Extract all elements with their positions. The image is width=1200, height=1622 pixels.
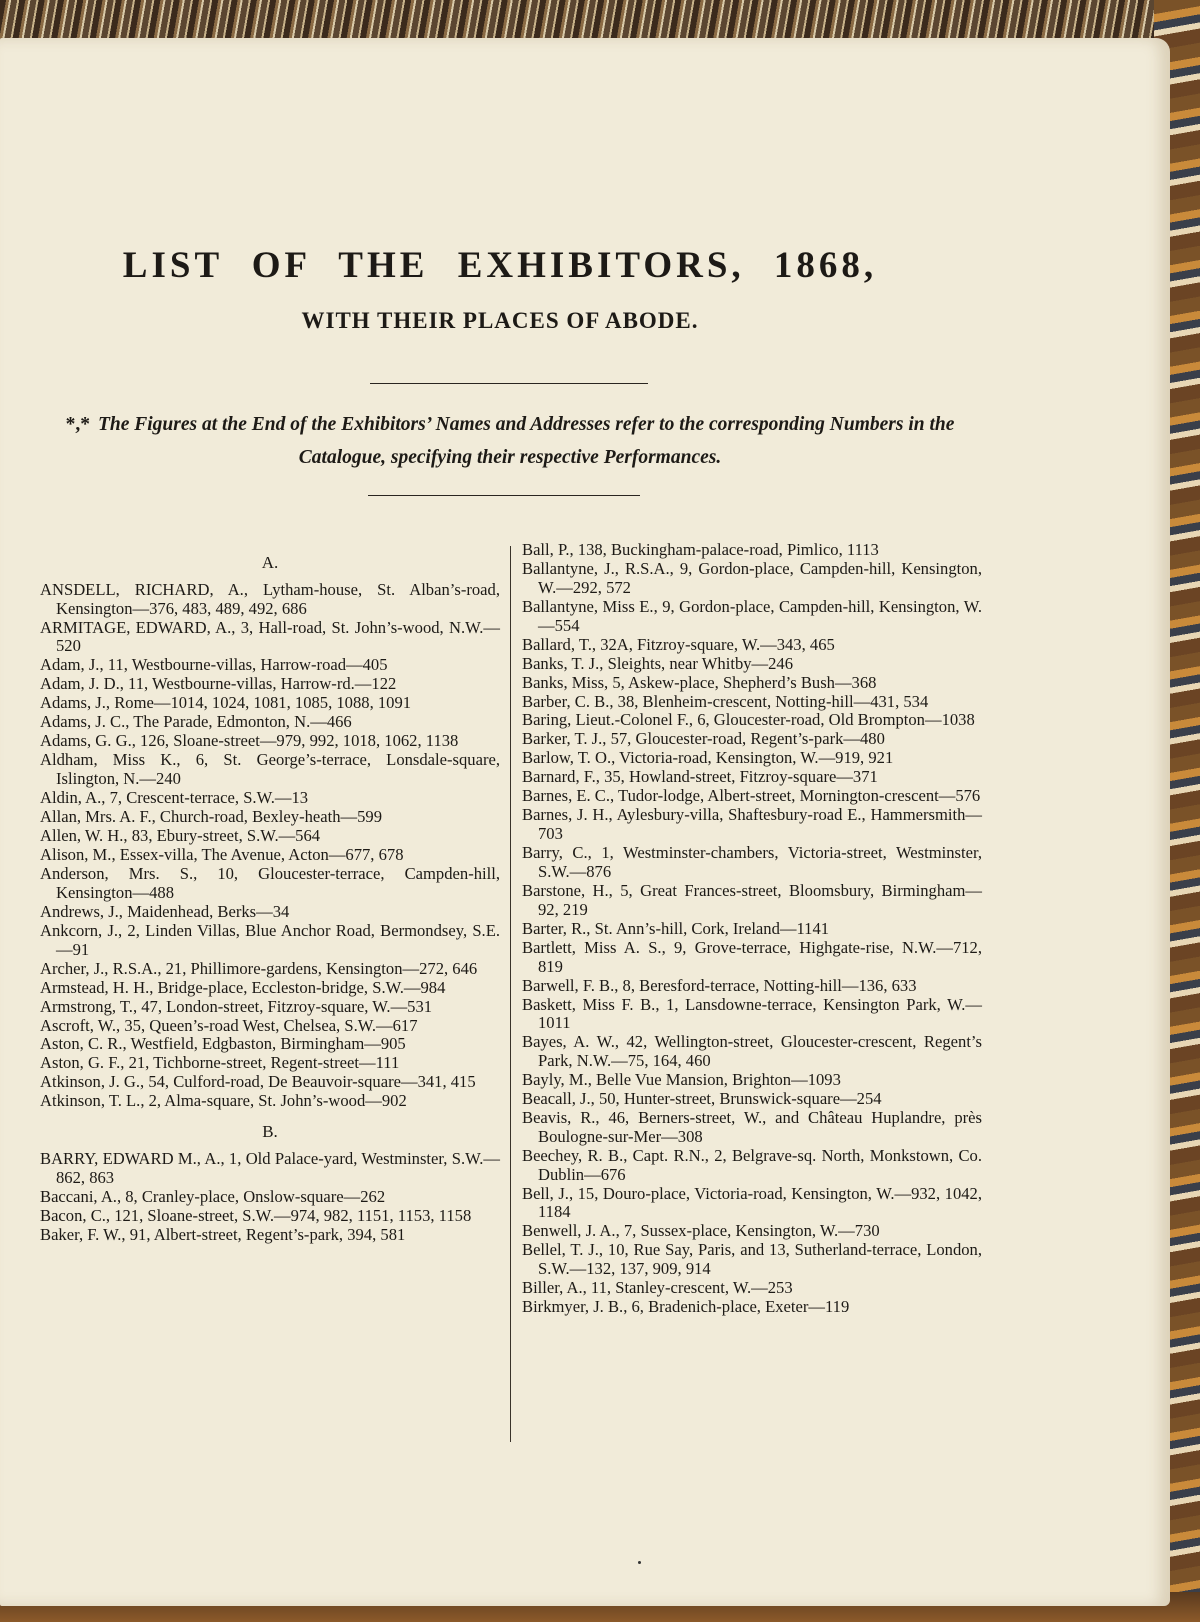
list-item: Barlow, T. O., Victoria-road, Kensington, W.—919, 921 [522,748,894,768]
list-item: Baccani, A., 8, Cranley-place, Onslow-square—262 [40,1186,386,1206]
list-item: Birkmyer, J. B., 6, Bradenich-place, Exeter—119 [522,1297,850,1317]
list-item: Baskett, Miss F. B., 1, Lansdowne-terrace, Kensington Park, W.—1011 [522,994,982,1033]
list-item: Armstead, H. H., Bridge-place, Eccleston-bridge, S.W.—984 [40,977,446,997]
list-item: ANSDELL, RICHARD, A., Lytham-house, St. Alban’s-road, Kensington—376, 483, 489, 492, 686 [40,579,500,618]
right-column [522,541,982,1317]
list-item: Ballantyne, Miss E., 9, Gordon-place, Campden-hill, Kensington, W.—554 [522,596,982,635]
list-item: Armstrong, T., 47, London-street, Fitzroy-square, W.—531 [40,996,433,1016]
divider-rule-bottom [368,495,640,496]
divider-rule-top [370,383,648,384]
list-item: Adams, G. G., 126, Sloane-street—979, 992, 1018, 1062, 1138 [40,731,459,751]
list-item: Barber, C. B., 38, Blenheim-crescent, Notting-hill—431, 534 [522,691,929,711]
list-item: Anderson, Mrs. S., 10, Gloucester-terrace, Campden-hill, Kensington—488 [40,864,500,902]
list-item: Bayes, A. W., 42, Wellington-street, Gloucester-crescent, Regent’s Park, N.W.—75, 164, 460 [522,1032,982,1071]
list-item: Bartlett, Miss A. S., 9, Grove-terrace, Highgate-rise, N.W.—712, 819 [522,937,982,976]
list-item: Allan, Mrs. A. F., Church-road, Bexley-heath—599 [40,807,383,827]
list-item: Bacon, C., 121, Sloane-street, S.W.—974, 982, 1151, 1153, 1158 [40,1205,472,1225]
page-speck [638,1561,641,1564]
list-item: Barwell, F. B., 8, Beresford-terrace, Notting-hill—136, 633 [522,975,917,995]
list-item: Adams, J., Rome—1014, 1024, 1081, 1085, 1088, 1091 [40,693,412,713]
list-item: Adam, J., 11, Westbourne-villas, Harrow-road—405 [40,655,388,675]
list-item: Bell, J., 15, Douro-place, Victoria-road, Kensington, W.—932, 1042, 1184 [522,1183,982,1222]
list-item: Archer, J., R.S.A., 21, Phillimore-gardens, Kensington—272, 646 [40,958,478,978]
list-item: Baring, Lieut.-Colonel F., 6, Gloucester-road, Old Brompton—1038 [522,710,975,730]
column-divider [510,546,511,1442]
list-item: Beacall, J., 50, Hunter-street, Brunswick-square—254 [522,1089,882,1109]
list-item: Aldin, A., 7, Crescent-terrace, S.W.—13 [40,788,309,808]
catalogue-note-text: The Figures at the End of the Exhibitors’ Names and Addresses refer to the corresponding Numbers in the Catalogue, specifying their respective Performances. [97,414,955,468]
list-item: ARMITAGE, EDWARD, A., 3, Hall-road, St. John’s-wood, N.W.—520 [40,617,500,656]
list-item: Barnes, E. C., Tudor-lodge, Albert-street, Mornington-crescent—576 [522,786,981,806]
list-item: Barnard, F., 35, Howland-street, Fitzroy-square—371 [522,767,878,787]
list-item: Benwell, J. A., 7, Sussex-place, Kensington, W.—730 [522,1221,880,1241]
list-item: Atkinson, J. G., 54, Culford-road, De Beauvoir-square—341, 415 [40,1072,476,1092]
list-item: Allen, W. H., 83, Ebury-street, S.W.—564 [40,826,321,846]
list-item: Barstone, H., 5, Great Frances-street, Bloomsbury, Birmingham—92, 219 [522,880,982,919]
list-item: Banks, T. J., Sleights, near Whitby—246 [522,653,794,673]
book-page [0,38,1170,1606]
list-item: Biller, A., 11, Stanley-crescent, W.—253 [522,1278,793,1298]
page-subtitle: WITH THEIR PLACES OF ABODE. [301,308,699,333]
list-item: Barter, R., St. Ann’s-hill, Cork, Ireland—1141 [522,918,830,938]
left-column [40,550,500,1245]
list-item: Barry, C., 1, Westminster-chambers, Victoria-street, Westminster, S.W.—876 [522,843,982,881]
list-item: Bellel, T. J., 10, Rue Say, Paris, and 13, Sutherland-terrace, London, S.W.—132, 137, 909, 914 [522,1240,982,1279]
list-item: Barnes, J. H., Aylesbury-villa, Shaftesbury-road E., Hammersmith—703 [522,805,982,844]
list-item: Banks, Miss, 5, Askew-place, Shepherd’s Bush—368 [522,672,877,692]
list-item: Adams, J. C., The Parade, Edmonton, N.—466 [40,712,352,732]
list-item: Ball, P., 138, Buckingham-palace-road, Pimlico, 1113 [522,540,879,559]
list-item: Ankcorn, J., 2, Linden Villas, Blue Anchor Road, Bermondsey, S.E.—91 [40,920,500,959]
list-item: Adam, J. D., 11, Westbourne-villas, Harrow-rd.—122 [40,674,397,694]
list-item: Aldham, Miss K., 6, St. George’s-terrace, Lonsdale-square, Islington, N.—240 [40,750,500,789]
list-item: Aston, C. R., Westfield, Edgbaston, Birmingham—905 [40,1034,406,1054]
list-item: Aston, G. F., 21, Tichborne-street, Regent-street—111 [40,1053,400,1073]
list-item: Baker, F. W., 91, Albert-street, Regent’s-park, 394, 581 [40,1224,406,1244]
section-letter-b: B. [262,1122,278,1142]
section-letter-a: A. [261,553,279,572]
page-title: LIST OF THE EXHIBITORS, 1868, [122,245,878,286]
list-item: Ballantyne, J., R.S.A., 9, Gordon-place, Campden-hill, Kensington, W.—292, 572 [522,558,982,597]
catalogue-note [30,408,990,474]
list-item: Ballard, T., 32A, Fitzroy-square, W.—343, 465 [522,634,835,654]
list-item: Beavis, R., 46, Berners-street, W., and Château Huplandre, près Boulogne-sur-Mer—308 [522,1108,982,1146]
list-item: BARRY, EDWARD M., A., 1, Old Palace-yard, Westminster, S.W.—862, 863 [40,1149,500,1187]
list-item: Beechey, R. B., Capt. R.N., 2, Belgrave-sq. North, Monkstown, Co. Dublin—676 [522,1145,982,1184]
section-b-list [40,1150,500,1245]
list-item: Alison, M., Essex-villa, The Avenue, Acton—677, 678 [40,845,404,865]
list-item: Ascroft, W., 35, Queen’s-road West, Chelsea, S.W.—617 [40,1015,418,1035]
list-item: Andrews, J., Maidenhead, Berks—34 [40,901,290,921]
section-a-list [40,581,500,1111]
list-item: Atkinson, T. L., 2, Alma-square, St. John’s-wood—902 [40,1091,407,1111]
list-item: Bayly, M., Belle Vue Mansion, Brighton—1093 [522,1070,841,1090]
asterism: *,* [65,414,90,435]
list-item: Barker, T. J., 57, Gloucester-road, Regent’s-park—480 [522,729,885,749]
